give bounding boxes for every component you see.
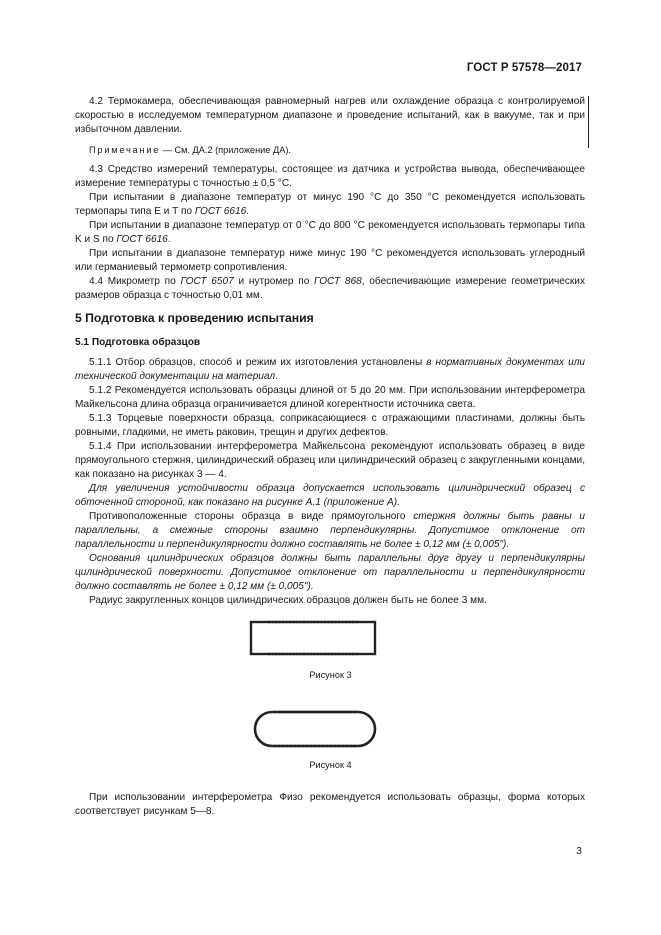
- gost-ref: ГОСТ 6616: [116, 234, 168, 245]
- note-label: Примечание: [89, 145, 161, 155]
- figure-3-drawing: [246, 618, 380, 658]
- paragraph-4-3-c: При испытании в диапазоне температур ниже минус 190 °С рекомендуется использовать углеродный или германиевый термометр сопротивления.: [75, 248, 585, 273]
- paragraph-4-2: 4.2 Термокамера, обеспечивающая равномерный нагрев или охлаждение образца с контролируемой скоростью в исследуемом температурном диапазоне и проведение испытаний, как в вакууме, так и при избыточном давлении.: [75, 96, 585, 135]
- paragraph-4-3-b: При испытании в диапазоне температур от 0 °С до 800 °С рекомендуется использовать термопары типа K и S по ГОСТ 6616.: [75, 220, 585, 245]
- gost-ref: ГОСТ 6616: [194, 206, 247, 217]
- paragraph-5-1-1: 5.1.1 Отбор образцов, способ и режим их изготовления установлены в нормативных документах или технической документации на материал.: [75, 357, 585, 382]
- paragraph-stability: Для увеличения устойчивости образца допускается использовать цилиндрический образец с обточенной стороной, как показано на рисунке А.1 (приложение А).: [75, 483, 585, 508]
- subsection-5-1-title: 5.1 Подготовка образцов: [75, 337, 201, 348]
- paragraph-4-4: 4.4 Микрометр по ГОСТ 6507 и нутромер по ГОСТ 868, обеспечивающие измерение геометрических размеров образца с точностью 0,01 мм.: [75, 276, 585, 301]
- figure-4-drawing: [252, 708, 378, 750]
- paragraph-5-1-3: 5.1.3 Торцевые поверхности образца, соприкасающиеся с отражающими пластинами, должны быть ровными, гладкими, не иметь раковин, трещин и других дефектов.: [75, 413, 585, 438]
- document-header: ГОСТ Р 57578—2017: [466, 62, 582, 74]
- section-5-body: [75, 311, 585, 608]
- figure-4-caption: Рисунок 4: [309, 760, 352, 770]
- gost-ref: ГОСТ 6507: [180, 276, 234, 287]
- page-number: 3: [576, 845, 582, 857]
- paragraph-bases: Основания цилиндрических образцов должны быть параллельны друг другу и перпендикулярны цилиндрической поверхности. Допустимое отклонение от параллельности и перпендикулярности должно составлять не более ± 0,12 мм (± 0,005").: [75, 553, 585, 592]
- paragraph-radius: Радиус закругленных концов цилиндрических образцов должен быть не более 3 мм.: [89, 595, 487, 606]
- paragraph-4-3-a: При испытании в диапазоне температур от минус 190 °С до 350 °С рекомендуется использовать термопары типа E и T по ГОСТ 6616.: [75, 192, 585, 217]
- paragraph-fizeau: При использовании интерферометра Физо рекомендуется использовать образцы, форма которых соответствует рисункам 5—8.: [75, 792, 585, 817]
- section-4-body: [75, 95, 585, 303]
- closing-paragraph-block: [75, 791, 585, 819]
- revision-bar: [588, 96, 589, 148]
- figure-3-caption: Рисунок 3: [309, 670, 352, 680]
- note: [75, 143, 585, 157]
- paragraph-4-3: 4.3 Средство измерений температуры, состоящее из датчика и устройства вывода, обеспечивающее измерение температуры с точностью ± 0,5 °С.: [75, 164, 585, 189]
- gost-ref: ГОСТ 868: [314, 276, 362, 287]
- note-text: — См. ДА.2 (приложение ДА).: [160, 145, 291, 155]
- section-5-title: 5 Подготовка к проведению испытания: [75, 311, 314, 325]
- paragraph-5-1-4: 5.1.4 При использовании интерферометра Майкельсона рекомендуют использовать образец в виде прямоугольного стержня, цилиндрический образец или цилиндрический образец с закругленными концами, как показано на рисунках 3 — 4.: [75, 441, 585, 480]
- paragraph-opposite-sides: Противоположенные стороны образца в виде прямоугольного стержня должны быть равны и параллельны, а смежные стороны взаимно перпендикулярны. Допустимое отклонение от параллельности и перпендикулярности должно составлять не более ± 0,12 мм (± 0,005").: [75, 511, 585, 550]
- paragraph-5-1-2: 5.1.2 Рекомендуется использовать образцы длиной от 5 до 20 мм. При использовании интерферометра Майкельсона длина образца ограничивается длиной когерентности источника света.: [75, 385, 585, 410]
